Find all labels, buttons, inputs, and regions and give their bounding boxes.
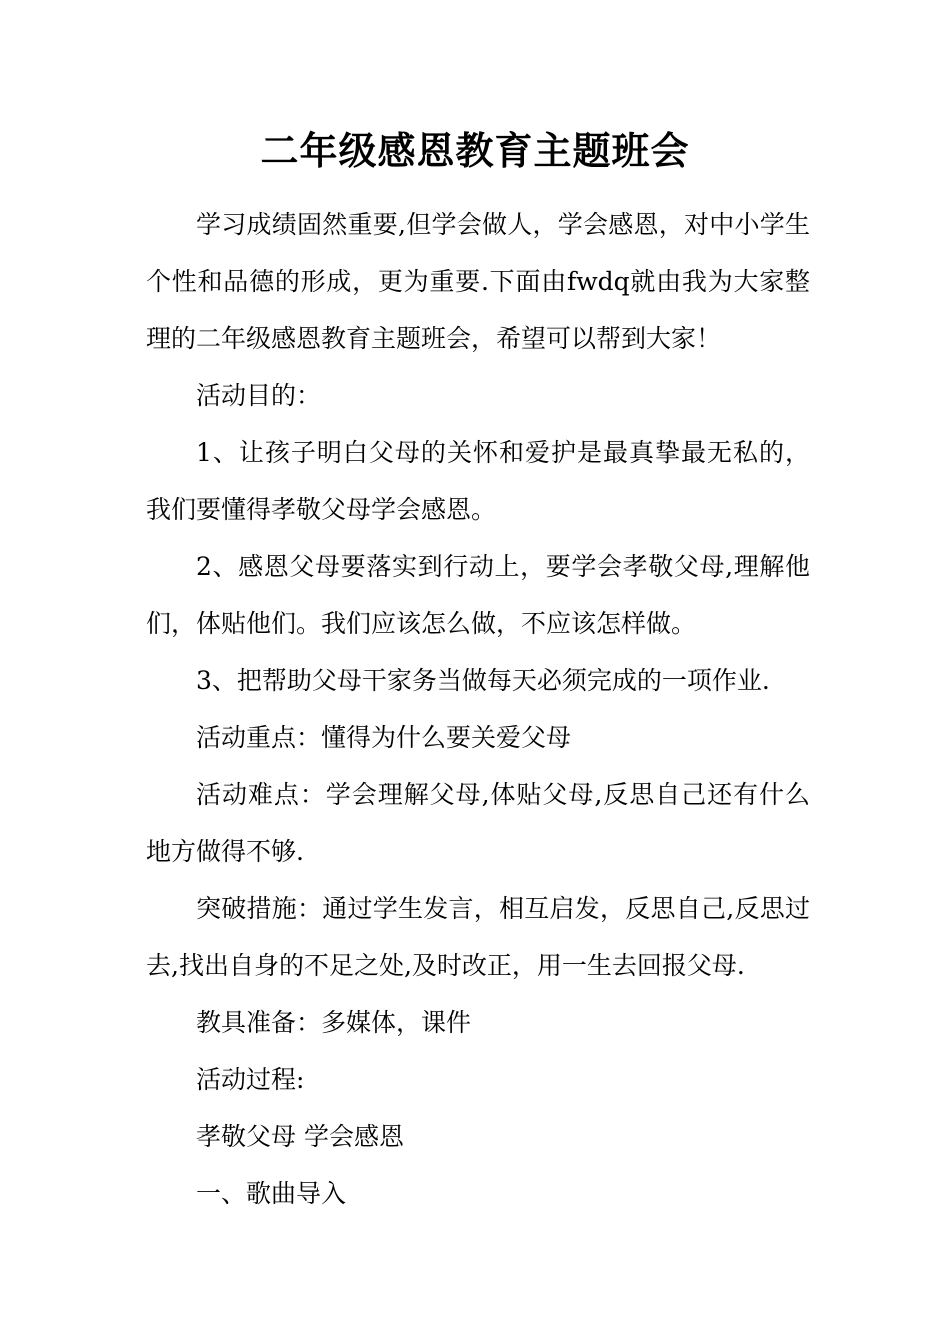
paragraph-section-1: 一、歌曲导入 — [196, 1179, 347, 1208]
paragraph-materials: 教具准备：多媒体，课件 — [196, 1008, 472, 1037]
paragraph-process-heading: 活动过程: — [196, 1065, 305, 1094]
paragraph-measures: 突破措施：通过学生发言，相互启发，反思自己,反思过去,找出自身的不足之处,及时改正，用一生去回报父母. — [146, 894, 810, 980]
paragraph-key-point: 活动重点：懂得为什么要关爱父母 — [196, 723, 572, 752]
paragraph-theme: 孝敬父母 学会感恩 — [196, 1122, 404, 1151]
document-body — [146, 196, 810, 1222]
paragraph-difficulty: 活动难点：学会理解父母,体贴父母,反思自己还有什么地方做得不够. — [146, 780, 810, 866]
paragraph-objective-2: 2、感恩父母要落实到行动上，要学会孝敬父母,理解他们，体贴他们。我们应该怎么做，不应该怎样做。 — [146, 552, 810, 638]
paragraph-objectives-heading: 活动目的： — [196, 381, 322, 410]
paragraph-objective-1: 1、让孩子明白父母的关怀和爱护是最真挚最无私的，我们要懂得孝敬父母学会感恩。 — [146, 438, 810, 524]
paragraph-intro: 学习成绩固然重要,但学会做人，学会感恩，对中小学生个性和品德的形成，更为重要.下面由fwdq就由我为大家整理的二年级感恩教育主题班会，希望可以帮到大家！ — [146, 210, 810, 353]
paragraph-objective-3: 3、把帮助父母干家务当做每天必须完成的一项作业. — [196, 666, 770, 695]
document-title: 二年级感恩教育主题班会 — [260, 128, 690, 173]
